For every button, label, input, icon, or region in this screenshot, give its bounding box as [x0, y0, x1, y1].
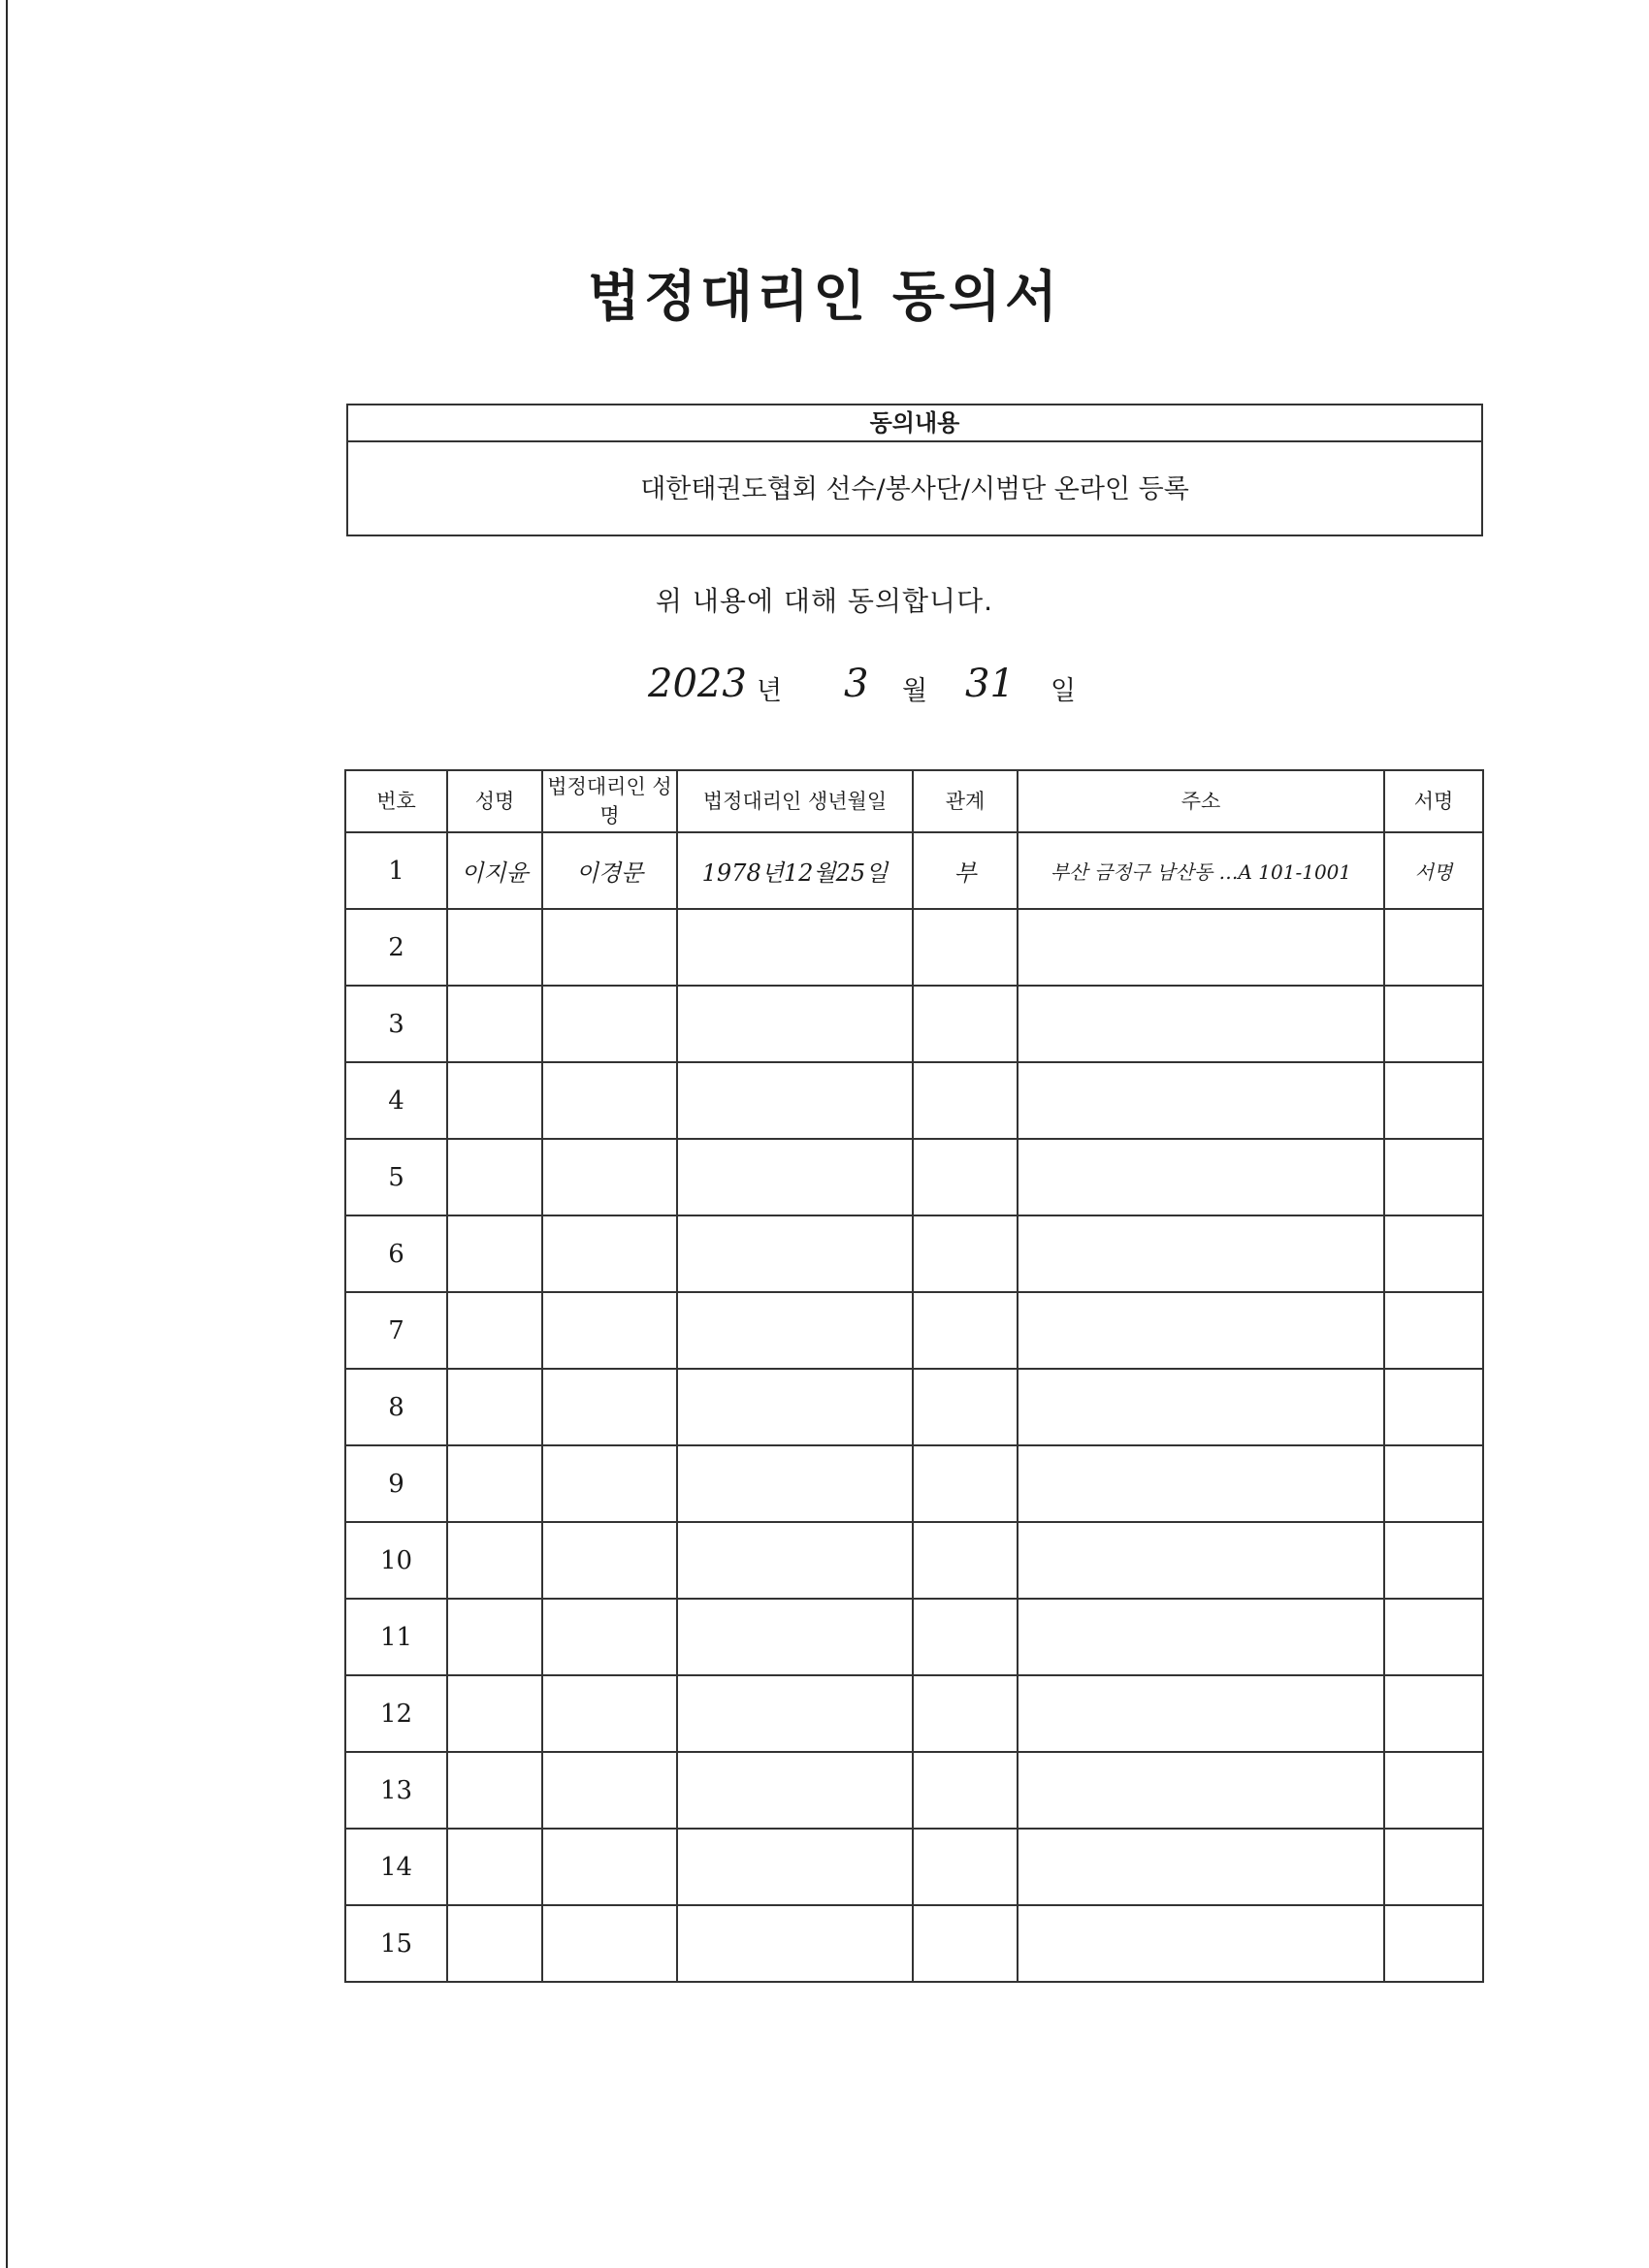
row-guardian-birth: 1978년12월25일 [677, 832, 913, 909]
row-guardian-birth [677, 1752, 913, 1829]
row-address [1018, 1292, 1384, 1369]
row-guardian-name [542, 1215, 677, 1292]
row-number: 7 [345, 1292, 447, 1369]
row-address [1018, 909, 1384, 986]
table-row [345, 1062, 1483, 1139]
row-guardian-birth [677, 1445, 913, 1522]
row-address [1018, 1829, 1384, 1905]
row-address [1018, 986, 1384, 1062]
row-name [447, 1522, 542, 1599]
row-signature: 서명 [1384, 832, 1483, 909]
row-name [447, 1292, 542, 1369]
row-address [1018, 1522, 1384, 1599]
date-line [0, 660, 1649, 718]
row-address [1018, 1905, 1384, 1982]
row-address [1018, 1215, 1384, 1292]
row-signature [1384, 1139, 1483, 1215]
row-signature [1384, 1752, 1483, 1829]
table-header-row [345, 770, 1483, 832]
header-relation: 관계 [913, 770, 1018, 832]
row-name [447, 1829, 542, 1905]
row-signature [1384, 909, 1483, 986]
table-row [345, 832, 1483, 909]
row-name [447, 1139, 542, 1215]
header-guardian-name: 법정대리인 성명 [542, 770, 677, 832]
row-relation [913, 909, 1018, 986]
row-number: 5 [345, 1139, 447, 1215]
row-signature [1384, 986, 1483, 1062]
table-row [345, 1522, 1483, 1599]
date-day: 31 [965, 662, 1015, 706]
table-row [345, 1829, 1483, 1905]
date-year: 2023 [648, 662, 747, 706]
row-name [447, 1369, 542, 1445]
row-signature [1384, 1215, 1483, 1292]
row-number: 11 [345, 1599, 447, 1675]
row-guardian-birth [677, 1062, 913, 1139]
header-signature: 서명 [1384, 770, 1483, 832]
row-guardian-name: 이경문 [542, 832, 677, 909]
row-name [447, 1599, 542, 1675]
row-guardian-name [542, 1369, 677, 1445]
row-signature [1384, 1369, 1483, 1445]
row-guardian-birth [677, 1599, 913, 1675]
row-name [447, 1215, 542, 1292]
row-name: 이지윤 [447, 832, 542, 909]
row-guardian-birth [677, 1292, 913, 1369]
row-name [447, 986, 542, 1062]
row-relation [913, 1292, 1018, 1369]
row-name [447, 1675, 542, 1752]
row-number: 15 [345, 1905, 447, 1982]
row-signature [1384, 1522, 1483, 1599]
row-name [447, 1752, 542, 1829]
row-guardian-name [542, 1675, 677, 1752]
row-relation [913, 1445, 1018, 1522]
row-relation: 부 [913, 832, 1018, 909]
row-guardian-name [542, 1829, 677, 1905]
row-address [1018, 1752, 1384, 1829]
row-address: 부산 금정구 남산동 …A 101-1001 [1018, 832, 1384, 909]
row-number: 6 [345, 1215, 447, 1292]
row-signature [1384, 1445, 1483, 1522]
date-year-unit: 년 [757, 676, 783, 706]
row-relation [913, 1905, 1018, 1982]
row-relation [913, 1675, 1018, 1752]
row-guardian-birth [677, 1139, 913, 1215]
consent-content: 대한태권도협회 선수/봉사단/시범단 온라인 등록 [640, 474, 1189, 504]
row-guardian-name [542, 1599, 677, 1675]
table-row [345, 1599, 1483, 1675]
row-name [447, 1905, 542, 1982]
row-signature [1384, 1292, 1483, 1369]
table-row [345, 1139, 1483, 1215]
row-signature [1384, 1829, 1483, 1905]
row-address [1018, 1062, 1384, 1139]
row-number: 14 [345, 1829, 447, 1905]
table-row [345, 1905, 1483, 1982]
row-relation [913, 1215, 1018, 1292]
row-relation [913, 1062, 1018, 1139]
row-guardian-name [542, 1062, 677, 1139]
table-row [345, 1752, 1483, 1829]
row-name [447, 1062, 542, 1139]
date-day-unit: 일 [1051, 676, 1077, 706]
row-guardian-name [542, 1292, 677, 1369]
document-title: 법정대리인 동의서 [587, 266, 1062, 329]
guardian-registry-table [344, 769, 1484, 1983]
table-row [345, 1215, 1483, 1292]
row-number: 10 [345, 1522, 447, 1599]
row-number: 1 [345, 832, 447, 909]
row-relation [913, 986, 1018, 1062]
table-row [345, 1675, 1483, 1752]
row-relation [913, 1369, 1018, 1445]
consent-box [346, 404, 1483, 536]
row-relation [913, 1829, 1018, 1905]
row-signature [1384, 1599, 1483, 1675]
row-guardian-birth [677, 1829, 913, 1905]
row-guardian-birth [677, 1215, 913, 1292]
header-no: 번호 [345, 770, 447, 832]
row-relation [913, 1599, 1018, 1675]
agreement-text: 위 내용에 대해 동의합니다. [655, 585, 994, 617]
row-guardian-birth [677, 986, 913, 1062]
row-number: 12 [345, 1675, 447, 1752]
row-guardian-birth [677, 1522, 913, 1599]
table-row [345, 1292, 1483, 1369]
row-relation [913, 1752, 1018, 1829]
table-row [345, 909, 1483, 986]
table-row [345, 1369, 1483, 1445]
row-guardian-birth [677, 1675, 913, 1752]
header-name: 성명 [447, 770, 542, 832]
date-month-unit: 월 [902, 676, 928, 706]
row-guardian-birth [677, 1369, 913, 1445]
row-signature [1384, 1905, 1483, 1982]
table-row [345, 986, 1483, 1062]
row-guardian-birth [677, 1905, 913, 1982]
row-signature [1384, 1062, 1483, 1139]
row-name [447, 909, 542, 986]
header-address: 주소 [1018, 770, 1384, 832]
row-guardian-name [542, 986, 677, 1062]
row-guardian-name [542, 1522, 677, 1599]
row-address [1018, 1675, 1384, 1752]
row-number: 9 [345, 1445, 447, 1522]
page-edge-line [6, 0, 8, 2268]
row-number: 3 [345, 986, 447, 1062]
row-guardian-name [542, 1752, 677, 1829]
date-month: 3 [844, 662, 869, 706]
row-address [1018, 1139, 1384, 1215]
row-number: 4 [345, 1062, 447, 1139]
table-row [345, 1445, 1483, 1522]
row-number: 2 [345, 909, 447, 986]
row-guardian-name [542, 1905, 677, 1982]
row-guardian-birth [677, 909, 913, 986]
row-relation [913, 1522, 1018, 1599]
header-guardian-birth: 법정대리인 생년월일 [677, 770, 913, 832]
consent-header: 동의내용 [348, 405, 1481, 442]
row-guardian-name [542, 909, 677, 986]
row-guardian-name [542, 1139, 677, 1215]
row-address [1018, 1445, 1384, 1522]
row-number: 13 [345, 1752, 447, 1829]
row-signature [1384, 1675, 1483, 1752]
row-address [1018, 1369, 1384, 1445]
row-guardian-name [542, 1445, 677, 1522]
row-name [447, 1445, 542, 1522]
row-number: 8 [345, 1369, 447, 1445]
row-relation [913, 1139, 1018, 1215]
row-address [1018, 1599, 1384, 1675]
